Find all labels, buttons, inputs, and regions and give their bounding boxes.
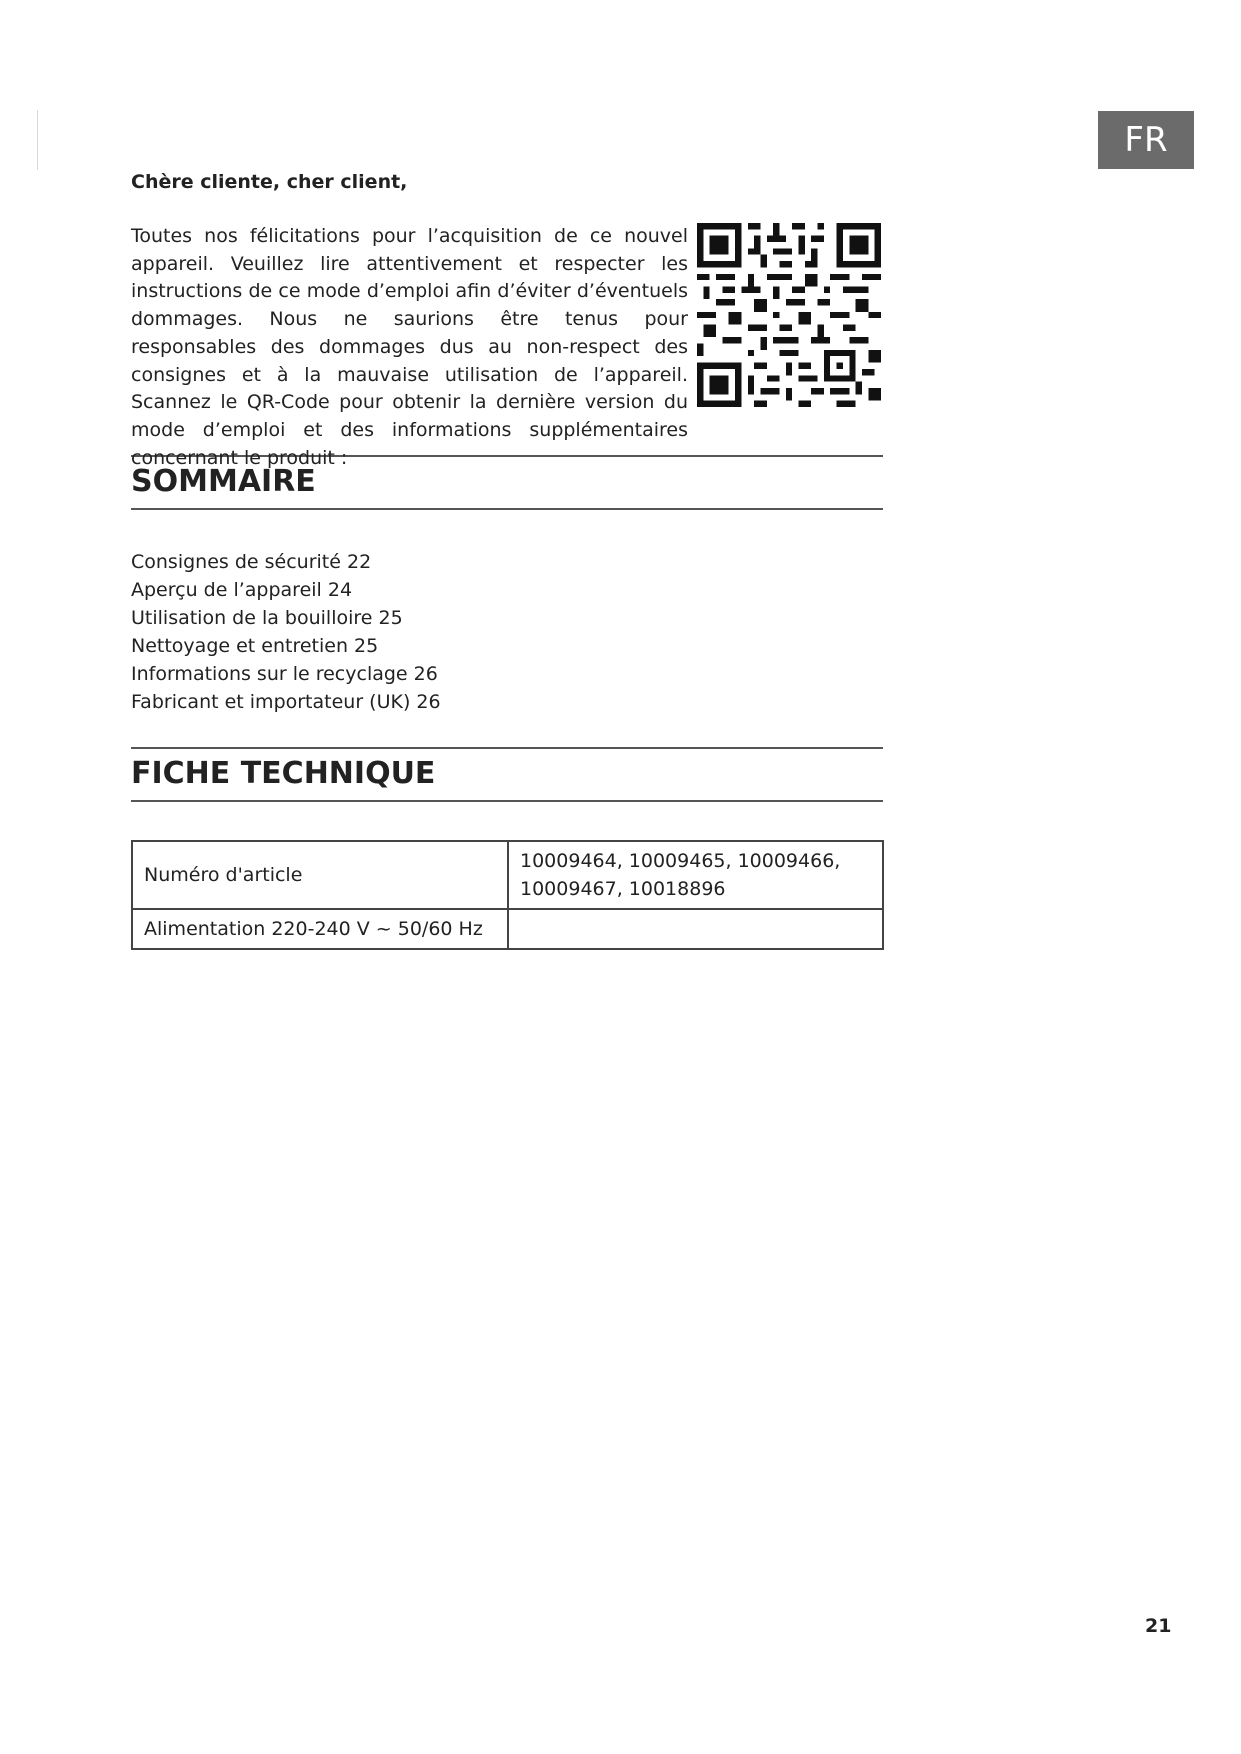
greeting: Chère cliente, cher client,: [131, 171, 408, 193]
toc-item[interactable]: Consignes de sécurité 22: [131, 551, 372, 573]
page-number: 21: [1145, 1615, 1172, 1637]
specs-table: [131, 840, 884, 950]
toc-item[interactable]: Informations sur le recyclage 26: [131, 663, 438, 685]
page-content: [131, 168, 883, 950]
toc-item[interactable]: Nettoyage et entretien 25: [131, 635, 379, 657]
intro-paragraph: Toutes nos félicitations pour l’acquisition de ce nouvel appareil. Veuillez lire attentivement et respecter les instructions de ce mode d’emploi afin d’éviter d’éventuels dommages. Nous ne saurions être tenus pour responsables des dommages dus au non-respect des consignes et à la mauvaise utilisation de l’appareil. Scannez le QR-Code pour obtenir la dernière version du mode d’emploi et des informations supplémentaires concernant le produit :: [131, 225, 688, 469]
table-row: [132, 841, 883, 909]
summary-heading: SOMMAIRE: [131, 455, 883, 510]
spec-label: Alimentation 220-240 V ~ 50/60 Hz: [132, 909, 508, 949]
table-row: [132, 909, 883, 949]
table-of-contents: [131, 548, 883, 716]
spec-value: 10009464, 10009465, 10009466, 10009467, 10018896: [508, 841, 883, 909]
qr-code-graphic: [697, 223, 881, 407]
intro-block: [131, 223, 883, 469]
qr-code-icon[interactable]: [697, 223, 881, 407]
spec-label: Numéro d'article: [132, 841, 508, 909]
specs-heading: FICHE TECHNIQUE: [131, 747, 883, 802]
toc-item[interactable]: Fabricant et importateur (UK) 26: [131, 691, 441, 713]
toc-item[interactable]: Utilisation de la bouilloire 25: [131, 607, 403, 629]
spec-value: [508, 909, 883, 949]
toc-item[interactable]: Aperçu de l’appareil 24: [131, 579, 353, 601]
language-tab: FR: [1098, 111, 1194, 169]
page-margin-rule: [37, 110, 38, 170]
